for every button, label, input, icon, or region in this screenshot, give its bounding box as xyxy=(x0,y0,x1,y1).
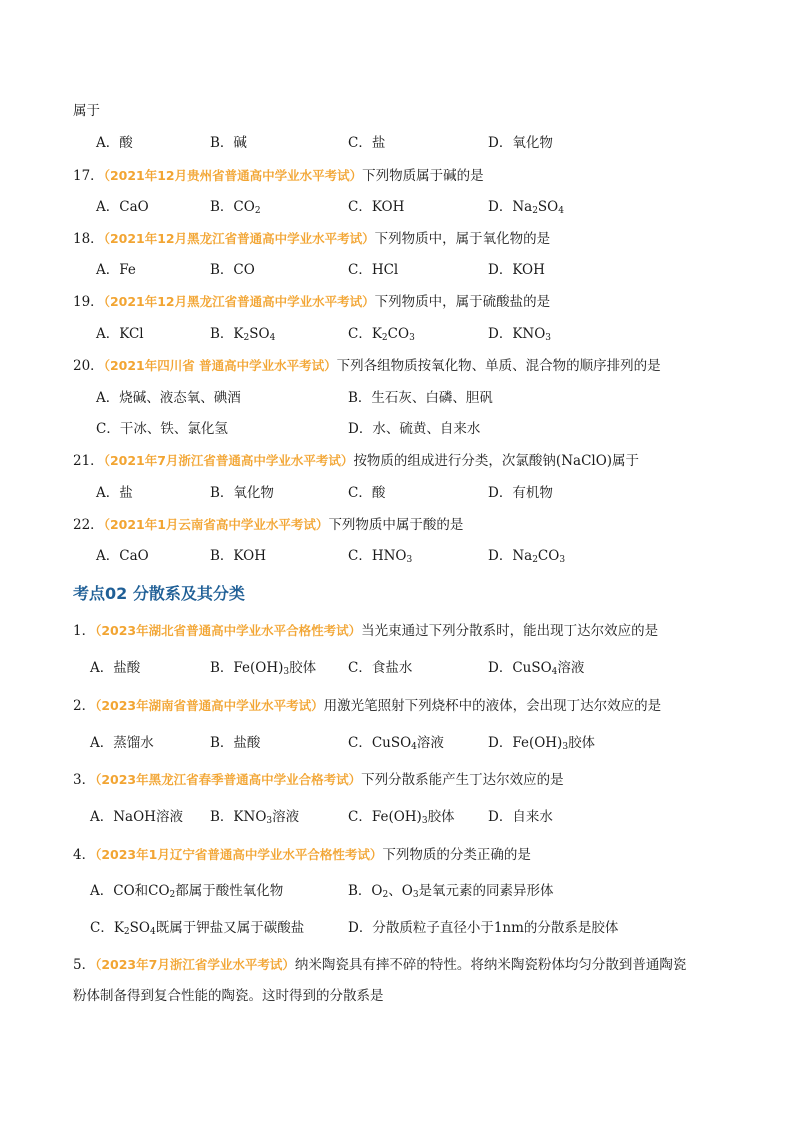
option-a[interactable]: A．CaO xyxy=(96,199,149,215)
option-d[interactable]: D．自来水 xyxy=(488,809,553,825)
option-b[interactable]: B．$CO_2$ xyxy=(210,199,261,216)
option-b[interactable]: B．生石灰、白磷、胆矾 xyxy=(348,390,493,406)
question-number: 1． xyxy=(73,623,96,639)
option-b[interactable]: B．CO xyxy=(210,262,255,278)
question-stem: 下列物质中，属于硫酸盐的是 xyxy=(374,294,551,310)
question-stem: 用激光笔照射下列烧杯中的液体，会出现丁达尔效应的是 xyxy=(323,698,662,714)
question-18 xyxy=(73,229,550,249)
option-c[interactable]: C．干冰、铁、氯化氢 xyxy=(96,421,228,437)
question-number: 5． xyxy=(73,957,96,973)
question-stem: 下列物质的分类正确的是 xyxy=(382,847,531,863)
option-b[interactable]: B．盐酸 xyxy=(210,735,261,751)
option-a[interactable]: A．KCl xyxy=(96,326,144,342)
option-d[interactable]: D．有机物 xyxy=(488,485,553,501)
question-stem: 按物质的组成进行分类，次氯酸钠(NaClO)属于 xyxy=(353,453,640,469)
option-a[interactable]: A．盐酸 xyxy=(90,660,141,676)
option-d[interactable]: D．CuSO$_4$溶液 xyxy=(488,660,585,677)
option-c[interactable]: C．$K_2CO_3$ xyxy=(348,326,415,343)
option-b[interactable]: B．$Fe(OH)_3$胶体 xyxy=(210,660,317,677)
option-c[interactable]: C．$HNO_3$ xyxy=(348,548,413,565)
question-number: 19． xyxy=(73,294,104,310)
section-question-4 xyxy=(73,845,531,865)
option-b[interactable]: B．氧化物 xyxy=(210,485,274,501)
question-source: （2023年7月浙江省学业水平考试） xyxy=(95,957,295,972)
question-17 xyxy=(73,166,484,186)
question-source: （2023年1月辽宁省普通高中学业水平合格性考试） xyxy=(95,847,383,862)
option-c[interactable]: C．酸 xyxy=(348,485,386,501)
question-21 xyxy=(73,451,639,471)
option-d[interactable]: D．KOH xyxy=(488,262,545,278)
question-number: 17． xyxy=(73,168,104,184)
question-number: 3． xyxy=(73,772,96,788)
option-d[interactable]: D．$Na_2SO_4$ xyxy=(488,199,564,216)
option-d[interactable]: D．氧化物 xyxy=(488,135,553,151)
question-source: （2021年12月黑龙江省普通高中学业水平考试） xyxy=(103,231,375,246)
option-a[interactable]: A．蒸馏水 xyxy=(90,735,154,751)
option-a[interactable]: A．NaOH溶液 xyxy=(90,809,183,825)
question-stem: 下列物质中属于酸的是 xyxy=(328,517,464,533)
question-stem: 下列各组物质按氧化物、单质、混合物的顺序排列的是 xyxy=(336,358,661,374)
question-stem: 下列分散系能产生丁达尔效应的是 xyxy=(361,772,564,788)
question-number: 21． xyxy=(73,453,104,469)
question-number: 4． xyxy=(73,847,96,863)
option-c[interactable]: C．食盐水 xyxy=(348,660,413,676)
question-fragment: 属于 xyxy=(73,103,100,119)
option-a[interactable]: A．CO和$CO_2$都属于酸性氧化物 xyxy=(90,883,284,900)
option-b[interactable]: B．$KNO_3$溶液 xyxy=(210,809,300,826)
option-a[interactable]: A．盐 xyxy=(96,485,133,501)
section-question-2 xyxy=(73,696,661,716)
question-source: （2021年12月黑龙江省普通高中学业水平考试） xyxy=(103,294,375,309)
question-stem: 纳米陶瓷具有摔不碎的特性。将纳米陶瓷粉体均匀分散到普通陶瓷 xyxy=(294,957,687,973)
question-stem: 下列物质属于碱的是 xyxy=(362,168,484,184)
option-b[interactable]: B．碱 xyxy=(210,135,247,151)
option-c[interactable]: C．$Fe(OH)_3$胶体 xyxy=(348,809,455,826)
option-c[interactable]: C．盐 xyxy=(348,135,386,151)
question-20 xyxy=(73,356,661,376)
section-question-3 xyxy=(73,770,564,790)
option-a[interactable]: A．Fe xyxy=(96,262,136,278)
option-a[interactable]: A．CaO xyxy=(96,548,149,564)
question-number: 2． xyxy=(73,698,96,714)
option-b[interactable]: B．KOH xyxy=(210,548,266,564)
question-stem: 当光束通过下列分散系时，能出现丁达尔效应的是 xyxy=(361,623,659,639)
option-a[interactable]: A．酸 xyxy=(96,135,133,151)
option-d[interactable]: D．$Fe(OH)_3$胶体 xyxy=(488,735,596,752)
question-source: （2023年黑龙江省春季普通高中学业合格考试） xyxy=(95,772,362,787)
question-source: （2021年四川省 普通高中学业水平考试） xyxy=(103,358,337,373)
question-source: （2023年湖南省普通高中学业水平考试） xyxy=(95,698,324,713)
question-source: （2021年7月浙江省普通高中学业水平考试） xyxy=(103,453,354,468)
question-source: （2021年1月云南省高中学业水平考试） xyxy=(103,517,329,532)
section-heading: 考点02 分散系及其分类 xyxy=(73,584,245,603)
option-c[interactable]: C．HCl xyxy=(348,262,399,278)
question-19 xyxy=(73,292,550,312)
option-c[interactable]: C．KOH xyxy=(348,199,405,215)
question-number: 18． xyxy=(73,231,104,247)
question-stem: 下列物质中，属于氧化物的是 xyxy=(374,231,551,247)
question-source: （2023年湖北省普通高中学业水平合格性考试） xyxy=(95,623,362,638)
section-question-5 xyxy=(73,955,686,975)
question-source: （2021年12月贵州省普通高中学业水平考试） xyxy=(103,168,363,183)
option-b[interactable]: B．$K_2SO_4$ xyxy=(210,326,276,343)
question-22 xyxy=(73,515,463,535)
option-a[interactable]: A．烧碱、液态氧、碘酒 xyxy=(96,390,241,406)
option-d[interactable]: D．水、硫黄、自来水 xyxy=(348,421,481,437)
question-number: 22． xyxy=(73,517,104,533)
option-b[interactable]: B．$O_2$、$O_3$是氧元素的同素异形体 xyxy=(348,883,554,900)
option-d[interactable]: D．$Na_2CO_3$ xyxy=(488,548,566,565)
option-d[interactable]: D．分散质粒子直径小于1nm的分散系是胶体 xyxy=(348,920,619,936)
option-d[interactable]: D．$KNO_3$ xyxy=(488,326,552,343)
question-stem-continued: 粉体制备得到复合性能的陶瓷。这时得到的分散系是 xyxy=(73,988,384,1004)
option-c[interactable]: C．$K_2SO_4$既属于钾盐又属于碳酸盐 xyxy=(90,920,305,937)
question-number: 20． xyxy=(73,358,104,374)
option-c[interactable]: C．CuSO$_4$溶液 xyxy=(348,735,444,752)
section-question-1 xyxy=(73,621,658,641)
